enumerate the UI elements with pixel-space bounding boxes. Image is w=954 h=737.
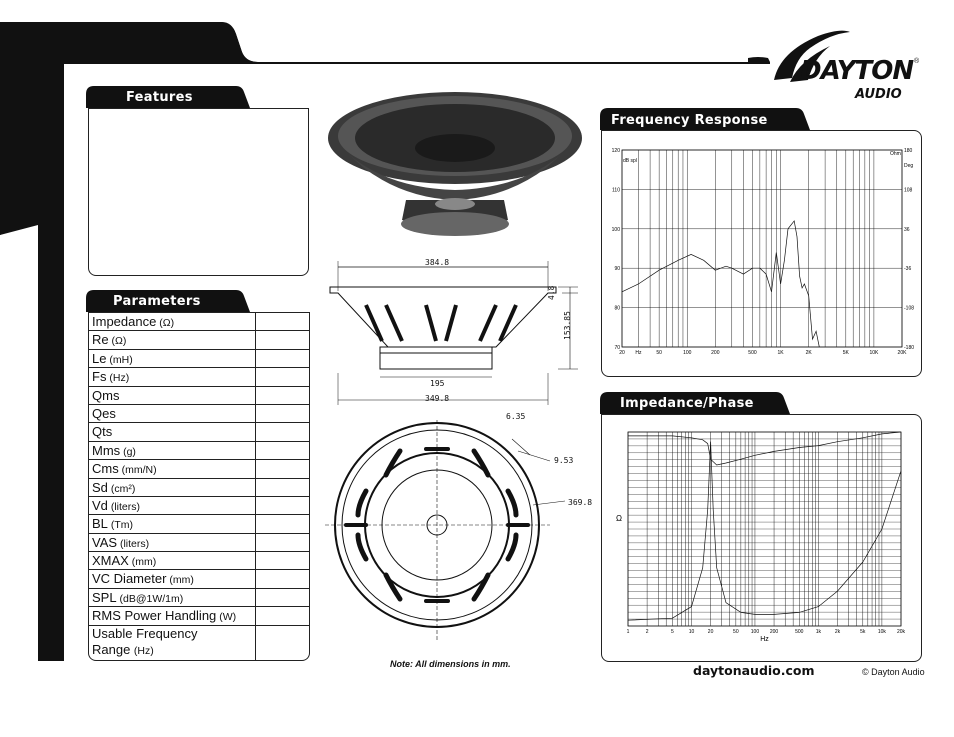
parameter-unit: (liters) xyxy=(117,537,150,550)
fr-ytick-label: 120 xyxy=(611,148,620,154)
fr-ytick-label: 70 xyxy=(614,345,620,351)
parameter-value xyxy=(256,534,309,551)
dim-hole-small: 6.35 xyxy=(506,412,526,421)
dimensions-note: Note: All dimensions in mm. xyxy=(390,659,511,669)
imp-xtick-label: 100 xyxy=(750,629,760,635)
fr-y2tick-label: -108 xyxy=(904,305,915,312)
frequency-response-title: Frequency Response xyxy=(611,113,768,128)
parameter-row-usable-frequency xyxy=(89,625,309,660)
parameter-value xyxy=(256,387,309,404)
parameter-label xyxy=(89,570,256,587)
parameter-name: Fs xyxy=(92,369,107,385)
parameter-value xyxy=(256,350,309,367)
parameter-row xyxy=(89,606,309,624)
fr-xtick-label: 200 xyxy=(711,350,720,356)
parameter-label xyxy=(89,442,256,459)
dim-magnet: 195 xyxy=(430,379,445,388)
parameter-row xyxy=(89,404,309,422)
imp-xtick-label: 2k xyxy=(834,629,841,635)
parameter-name: XMAX xyxy=(92,553,129,569)
parameter-unit: (mH) xyxy=(106,353,133,366)
parameter-name: VAS xyxy=(92,534,118,550)
parameter-unit: (Ω) xyxy=(108,335,127,348)
parameter-name: BL xyxy=(92,516,108,532)
parameter-name: Qes xyxy=(92,405,116,421)
parameter-row xyxy=(89,422,309,440)
fr-xtick-label: 20K xyxy=(897,350,907,356)
parameter-name: Usable Frequency xyxy=(92,625,198,641)
dim-hole: 9.53 xyxy=(554,456,574,465)
parameter-value xyxy=(256,405,309,422)
parameter-unit: (mm/N) xyxy=(118,464,157,477)
parameter-value xyxy=(256,368,309,385)
parameter-value xyxy=(256,607,309,624)
parameter-unit: (Ω) xyxy=(156,317,175,329)
parameter-value xyxy=(256,515,309,532)
fr-xtick-label: 1K xyxy=(777,350,784,356)
parameter-name: VC Diameter xyxy=(92,571,167,587)
parameters-table xyxy=(88,312,310,661)
imp-xtick-label: 10 xyxy=(688,629,695,635)
parameter-name-line2: Range (Hz) xyxy=(92,641,154,657)
parameter-row xyxy=(89,441,309,459)
parameter-label xyxy=(89,479,256,496)
parameter-label xyxy=(89,552,256,569)
parameter-label xyxy=(89,331,256,348)
features-panel xyxy=(88,108,309,276)
frequency-response-chart xyxy=(606,140,918,362)
parameter-label xyxy=(89,460,256,477)
fr-ytick-label: 100 xyxy=(611,226,620,233)
fr-ytick-label: 110 xyxy=(612,187,620,194)
parameter-name: Mms xyxy=(92,442,121,458)
fr-xtick-label: Hz xyxy=(635,350,642,356)
fr-xtick-label: 5K xyxy=(842,350,849,356)
dim-cutout: 349.8 xyxy=(425,394,450,403)
parameter-unit: (Tm) xyxy=(107,519,133,532)
fr-plot-area xyxy=(622,150,902,347)
parameter-name: Vd xyxy=(92,497,108,513)
fr-xtick-label: 100 xyxy=(683,350,692,356)
parameter-value xyxy=(256,626,309,660)
parameter-value xyxy=(256,313,309,330)
parameter-name: Cms xyxy=(92,461,119,477)
parameter-value xyxy=(256,479,309,496)
parameter-label xyxy=(89,626,256,660)
side-dimension-drawing xyxy=(326,255,586,415)
dim-overall-diameter: 384.8 xyxy=(425,258,450,267)
dim-flange: 4.8 xyxy=(547,285,556,300)
parameter-name: Impedance xyxy=(92,314,157,329)
parameter-label xyxy=(89,589,256,606)
parameter-label xyxy=(89,368,256,385)
parameter-row xyxy=(89,312,309,330)
website[interactable]: daytonaudio.com xyxy=(693,663,815,678)
impedance-phase-chart xyxy=(606,424,918,650)
fr-y2tick-label: 180 xyxy=(904,148,913,154)
fr-ytick-label: 80 xyxy=(614,305,620,312)
parameter-name: Le xyxy=(92,350,107,366)
parameter-row xyxy=(89,386,309,404)
parameter-row xyxy=(89,533,309,551)
fr-y2label: Deg xyxy=(904,163,914,169)
parameter-name: Qms xyxy=(92,387,120,403)
fr-y2tick-label: -180 xyxy=(904,345,915,351)
parameter-value xyxy=(256,552,309,569)
fr-ylabel: dB spl xyxy=(623,158,637,164)
imp-xtick-label: 200 xyxy=(769,629,779,635)
parameter-unit: (liters) xyxy=(107,500,140,513)
fr-xtick-label: 2K xyxy=(805,350,812,356)
parameter-row xyxy=(89,514,309,532)
parameter-label xyxy=(89,515,256,532)
parameter-unit: (cm²) xyxy=(107,482,136,495)
parameter-row xyxy=(89,349,309,367)
impedance-phase-title: Impedance/Phase xyxy=(620,396,754,411)
speaker-photo xyxy=(326,90,584,240)
dim-depth: 153.85 xyxy=(563,311,572,340)
imp-ylabel: Ω xyxy=(616,514,622,524)
front-dimension-drawing xyxy=(320,415,600,655)
imp-xlabel: Hz xyxy=(760,636,769,643)
fr-xtick-label: 10K xyxy=(869,350,879,356)
parameter-label xyxy=(89,387,256,404)
parameter-value xyxy=(256,423,309,440)
fr-y2tick-label: 108 xyxy=(904,187,913,194)
fr-y2tick-label: -36 xyxy=(904,266,912,273)
parameter-value xyxy=(256,442,309,459)
copyright: © Dayton Audio xyxy=(862,667,925,677)
parameter-label xyxy=(89,534,256,551)
parameter-row xyxy=(89,459,309,477)
parameter-name: Sd xyxy=(92,479,108,495)
imp-xtick-label: 20k xyxy=(896,629,906,635)
parameter-name: RMS Power Handling xyxy=(92,608,217,624)
parameter-row xyxy=(89,588,309,606)
parameter-row xyxy=(89,551,309,569)
parameter-row xyxy=(89,478,309,496)
brand-name: DAYTON xyxy=(800,56,914,86)
parameter-row xyxy=(89,569,309,587)
parameter-unit: (W) xyxy=(216,611,237,624)
parameter-row xyxy=(89,330,309,348)
fr-y2unit: Ohm xyxy=(890,151,901,157)
parameter-unit: (mm) xyxy=(128,556,157,569)
parameter-value xyxy=(256,497,309,514)
fr-xtick-label: 50 xyxy=(656,350,662,356)
imp-xtick-label: 500 xyxy=(795,629,804,635)
brand-sub: AUDIO xyxy=(855,87,902,102)
imp-xtick-label: 1 xyxy=(626,629,630,635)
features-title: Features xyxy=(126,90,193,105)
parameter-label xyxy=(89,350,256,367)
parameter-value xyxy=(256,331,309,348)
parameter-name: Qts xyxy=(92,424,113,440)
parameter-value xyxy=(256,570,309,587)
fr-y2tick-label: 36 xyxy=(904,226,910,233)
parameter-label xyxy=(89,607,256,624)
parameter-unit: (g) xyxy=(120,445,136,458)
dim-bolt-circle: 369.8 xyxy=(568,498,593,507)
imp-xtick-label: 50 xyxy=(733,629,739,635)
parameter-name: SPL xyxy=(92,589,117,605)
parameters-title: Parameters xyxy=(113,294,201,309)
parameter-value xyxy=(256,460,309,477)
parameter-unit: (dB@1W/1m) xyxy=(116,592,184,605)
fr-xtick-label: 500 xyxy=(748,350,757,356)
parameter-row xyxy=(89,367,309,385)
imp-xtick-label: 10k xyxy=(877,629,886,635)
parameter-value xyxy=(256,589,309,606)
imp-xtick-label: 1k xyxy=(815,629,822,635)
imp-xtick-label: 5 xyxy=(670,629,674,635)
parameter-label xyxy=(89,405,256,422)
fr-ytick-label: 90 xyxy=(614,266,620,273)
parameter-row xyxy=(89,496,309,514)
parameter-unit: (mm) xyxy=(166,574,194,587)
parameter-name: Re xyxy=(92,332,109,348)
parameter-label xyxy=(89,497,256,514)
parameter-unit: (Hz) xyxy=(106,372,130,385)
imp-xtick-label: 5k xyxy=(860,629,866,635)
parameter-label xyxy=(89,423,256,440)
imp-xtick-label: 2 xyxy=(645,629,649,635)
imp-xtick-label: 20 xyxy=(707,629,714,635)
parameter-label xyxy=(89,313,256,330)
brand-registered: ® xyxy=(914,58,920,65)
fr-xtick-label: 20 xyxy=(619,350,625,356)
